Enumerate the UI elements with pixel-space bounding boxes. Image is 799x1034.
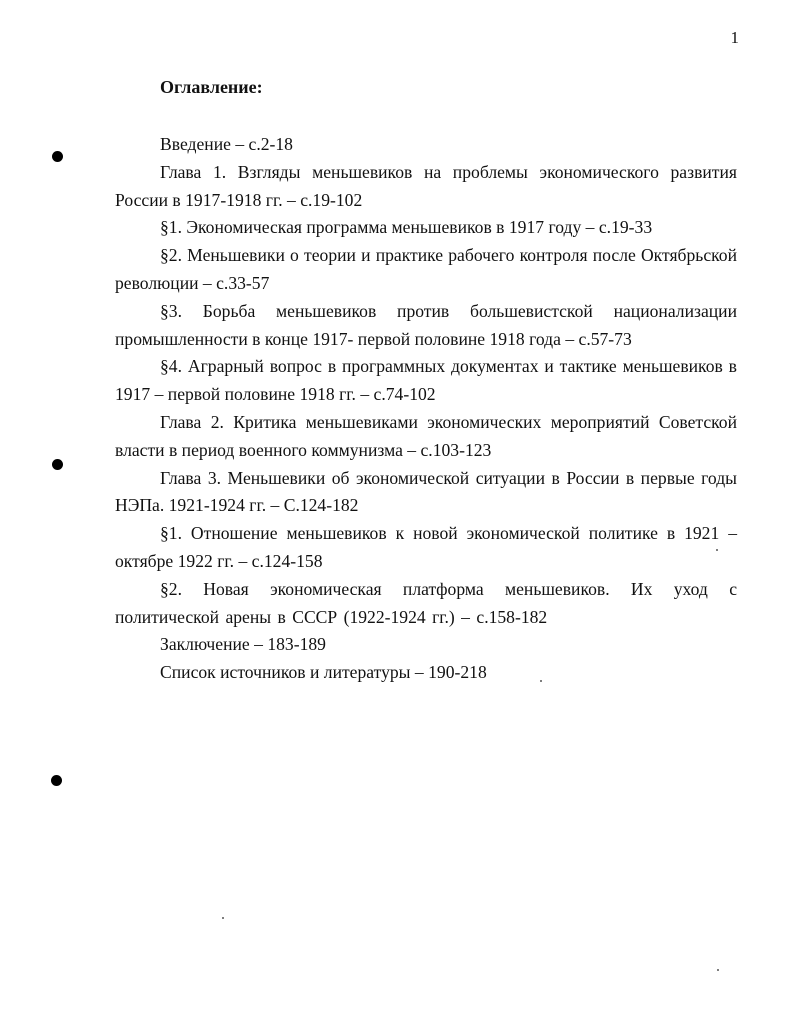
page-title: Оглавление: [160,77,263,97]
toc-entry: §4. Аграрный вопрос в программных документах и тактике меньшевиков в 1917 – первой половине 1918 гг. – с.74-102 [115,356,737,405]
toc-entry: §3. Борьба меньшевиков против большевистской национализации промышленности в конце 1917- первой половине 1918 года – с.57-73 [115,300,737,349]
toc-entry: Заключение – 183-189 [160,634,326,655]
toc-entry: §2. Меньшевики о теории и практике рабочего контроля после Октябрьской революции – с.33-57 [115,245,737,293]
scan-speck [716,549,718,551]
punch-hole-mark [52,151,63,162]
toc-entry: §1. Экономическая программа меньшевиков в 1917 году – с.19-33 [160,217,653,238]
scan-speck [717,969,719,971]
toc-entry: Введение – с.2-18 [160,134,293,154]
scan-speck [540,680,542,682]
table-of-contents [115,131,737,687]
toc-entry: Глава 2. Критика меньшевиками экономических мероприятий Советской власти в период военного коммунизма – с.103-123 [115,411,737,460]
toc-entry: Глава 3. Меньшевики об экономической ситуации в России в первые годы НЭПа. 1921-1924 гг. – С.124-182 [115,467,737,516]
toc-entry: Список источников и литературы – 190-218 [160,662,487,683]
toc-entry: Глава 1. Взгляды меньшевиков на проблемы экономического развития России в 1917-1918 гг. – с.19-102 [115,161,737,210]
page-number: 1 [730,28,739,47]
scan-speck [222,917,224,919]
punch-hole-mark [51,775,62,786]
punch-hole-mark [52,459,63,470]
toc-entry: §2. Новая экономическая платформа меньшевиков. Их уход с политической арены в СССР (1922-1924 гг.) – с.158-182 [115,578,737,627]
toc-entry: §1. Отношение меньшевиков к новой экономической политике в 1921 – октябре 1922 гг. – с.124-158 [115,523,737,571]
